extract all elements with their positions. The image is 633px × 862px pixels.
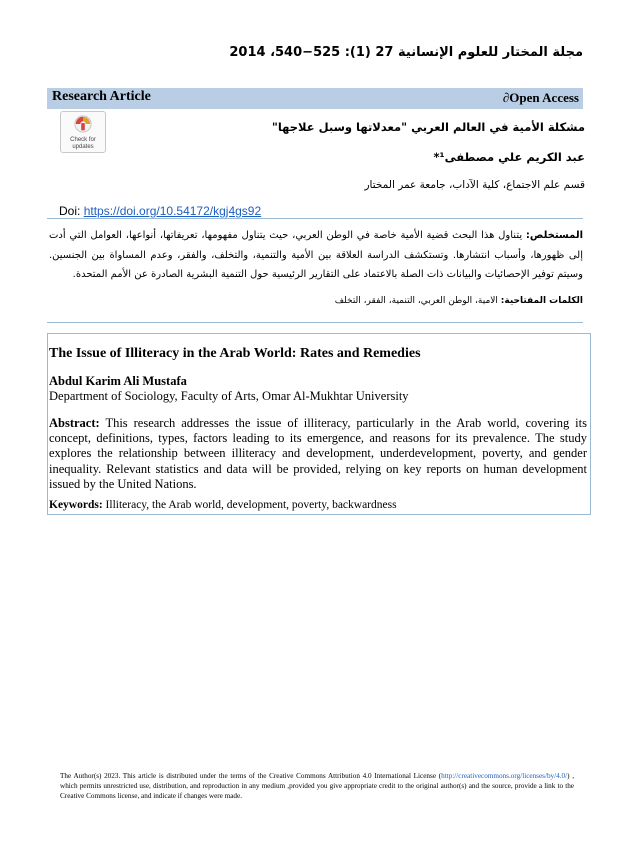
license-text-after: ) , which permits unrestricted use, distribution, and reproduction in any medium ,provided you give appropriate credit to the original author(s) and the source, provide a link to the Creative Commons license, and indicate if changes were made.	[60, 772, 574, 800]
arabic-keywords-text: الامية، الوطن العربي، التنمية، الفقر، التخلف	[334, 296, 498, 306]
arabic-abstract-label: المستخلص:	[525, 230, 583, 241]
article-type-bar	[47, 88, 583, 109]
arabic-keywords	[335, 296, 583, 306]
arabic-title: مشكلة الأمية في العالم العربي "معدلاتها وسبل علاجها"	[271, 120, 585, 134]
check-updates-icon	[74, 115, 92, 133]
arabic-abstract	[49, 226, 583, 285]
english-abstract	[49, 416, 587, 492]
arabic-keywords-label: الكلمات المفتاحية:	[500, 296, 583, 306]
doi-label: Doi:	[59, 204, 81, 218]
english-abstract-box	[47, 333, 591, 515]
open-lock-icon: ∂	[502, 90, 510, 105]
arabic-abstract-text: يتناول هذا البحث قضية الأمية خاصة في الوطن العربي، حيث يتناول مفهومها، تعريفاتها، أنواعها، العوامل التي أدت إلى ظهورها، وأسباب انتشارها. وتستكشف الدراسة العلاقة بين الأمية والتنمية، والتخلف، والفقر، وعدم المساواة بين الجنسين. وسيتم توفير الإحصائيات والبيانات ذات الصلة بالاعتماد على التقارير الرئيسية حول التنمية البشرية الصادرة عن الأمم المتحدة.	[49, 230, 583, 280]
check-updates-text: Check for updates	[70, 137, 96, 150]
arabic-affiliation: قسم علم الاجتماع، كلية الآداب، جامعة عمر المختار	[364, 179, 585, 191]
english-title: The Issue of Illiteracy in the Arab World: Rates and Remedies	[49, 346, 421, 361]
english-abstract-text: This research addresses the issue of illiteracy, particularly in the Arab world, covering its concept, definitions, types, factors leading to its emergence, and reasons for its prevalence. The study explores the relationship between illiteracy and development, underdevelopment, poverty, and gender inequality. Relevant statistics and data will be provided, relying on key reports on human development issued by the United Nations.	[49, 416, 587, 491]
english-affiliation: Department of Sociology, Faculty of Arts, Omar Al-Mukhtar University	[49, 389, 409, 403]
license-footer	[60, 771, 574, 801]
english-keywords	[49, 499, 397, 511]
journal-citation: مجلة المختار للعلوم الإنسانية 27 (1): 525−540، 2014	[229, 45, 583, 60]
open-access-label: ∂Open Access	[502, 90, 579, 105]
arabic-abstract-box	[47, 218, 583, 323]
english-author: Abdul Karim Ali Mustafa	[49, 374, 187, 388]
research-article-label: Research Article	[52, 89, 151, 104]
english-keywords-label: Keywords:	[49, 499, 103, 511]
license-text-before: The Author(s) 2023. This article is distributed under the terms of the Creative Commons Attribution 4.0 International License (	[60, 772, 442, 780]
doi-line	[59, 204, 261, 218]
arabic-author: عبد الكريم علي مصطفى¹*	[433, 150, 585, 164]
english-abstract-label: Abstract:	[49, 416, 100, 430]
license-link[interactable]: http://creativecommons.org/licenses/by/4.0/	[441, 772, 568, 780]
english-keywords-text: Illiteracy, the Arab world, development, poverty, backwardness	[105, 499, 397, 511]
check-for-updates-badge[interactable]	[60, 111, 106, 153]
doi-link[interactable]: https://doi.org/10.54172/kgj4gs92	[83, 204, 262, 218]
